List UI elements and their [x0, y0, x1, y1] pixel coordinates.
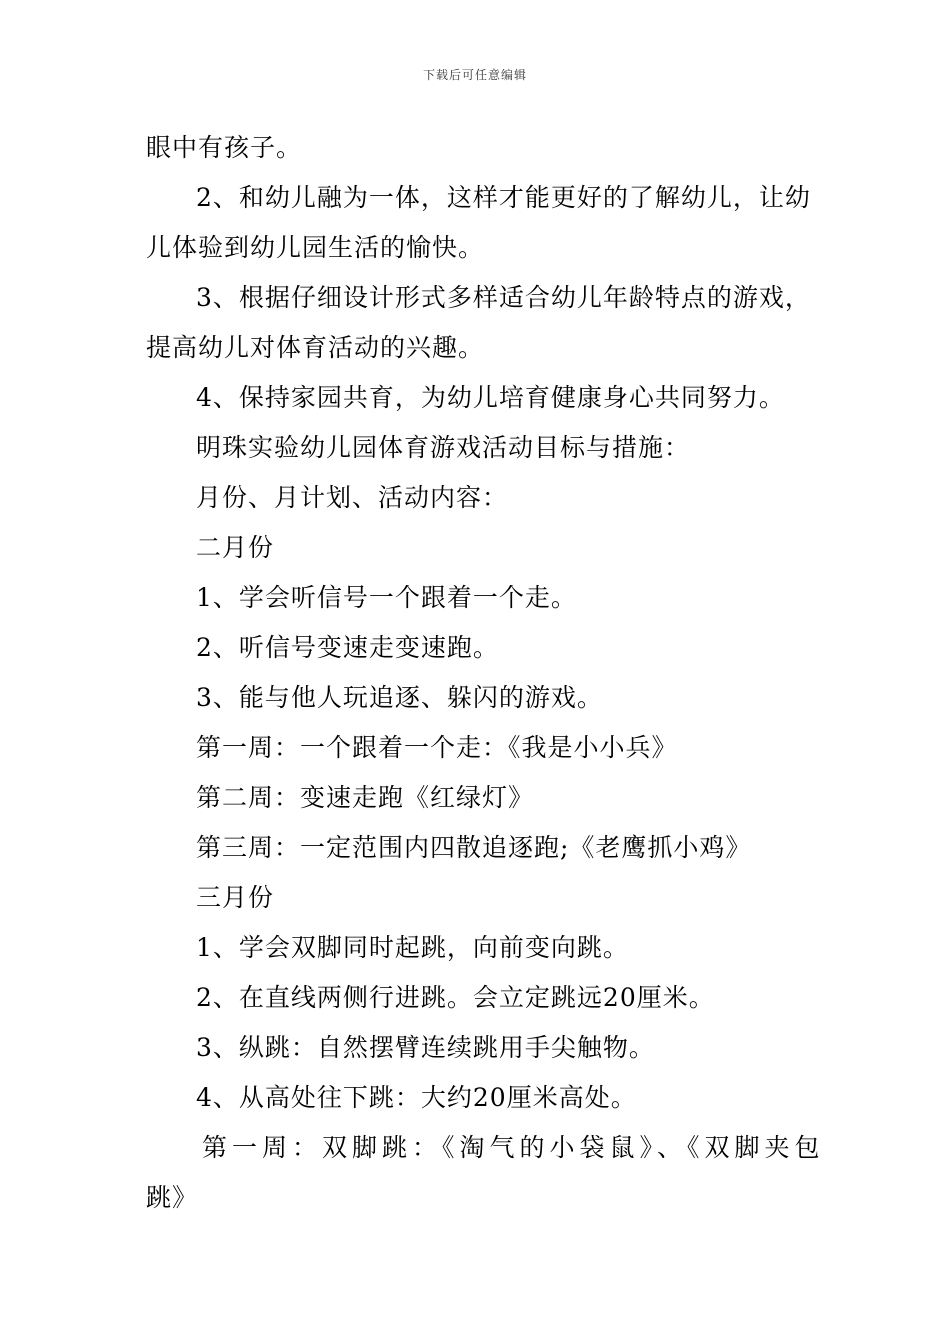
text-line: 第一周：双脚跳：《淘气的小袋鼠》、《双脚夹包: [202, 1133, 825, 1162]
page-header: 下载后可任意编辑: [422, 68, 527, 82]
text-line: 2、在直线两侧行进跳。会立定跳远20厘米。: [196, 983, 715, 1012]
text-line: 第三周：一定范围内四散追逐跑;《老鹰抓小鸡》: [196, 833, 752, 862]
month-heading: 三月份: [196, 883, 275, 912]
text-line: 3、能与他人玩追逐、躲闪的游戏。: [196, 683, 603, 712]
text-line: 3、根据仔细设计形式多样适合幼儿年龄特点的游戏，: [196, 283, 811, 312]
section-heading: 明珠实验幼儿园体育游戏活动目标与措施：: [196, 433, 691, 462]
text-line: 眼中有孩子。: [146, 133, 303, 162]
text-line: 2、听信号变速走变速跑。: [196, 633, 499, 662]
text-line: 2、和幼儿融为一体，这样才能更好的了解幼儿，让幼: [196, 183, 811, 212]
text-line: 第一周：一个跟着一个走：《我是小小兵》: [196, 733, 678, 762]
document-body: [146, 128, 825, 1228]
text-line: 跳》: [146, 1183, 199, 1212]
text-line: 4、保持家园共育，为幼儿培育健康身心共同努力。: [196, 383, 785, 412]
text-line: 儿体验到幼儿园生活的愉快。: [146, 233, 485, 262]
text-line: 1、学会双脚同时起跳，向前变向跳。: [196, 933, 629, 962]
text-line: 月份、月计划、活动内容：: [196, 483, 509, 512]
text-line: 4、从高处往下跳：大约20厘米高处。: [196, 1083, 637, 1112]
text-line: 第二周：变速走跑《红绿灯》: [196, 783, 535, 812]
text-line: 1、学会听信号一个跟着一个走。: [196, 583, 577, 612]
text-line: 3、纵跳：自然摆臂连续跳用手尖触物。: [196, 1033, 655, 1062]
month-heading: 二月份: [196, 533, 275, 562]
text-line: 提高幼儿对体育活动的兴趣。: [146, 333, 485, 362]
